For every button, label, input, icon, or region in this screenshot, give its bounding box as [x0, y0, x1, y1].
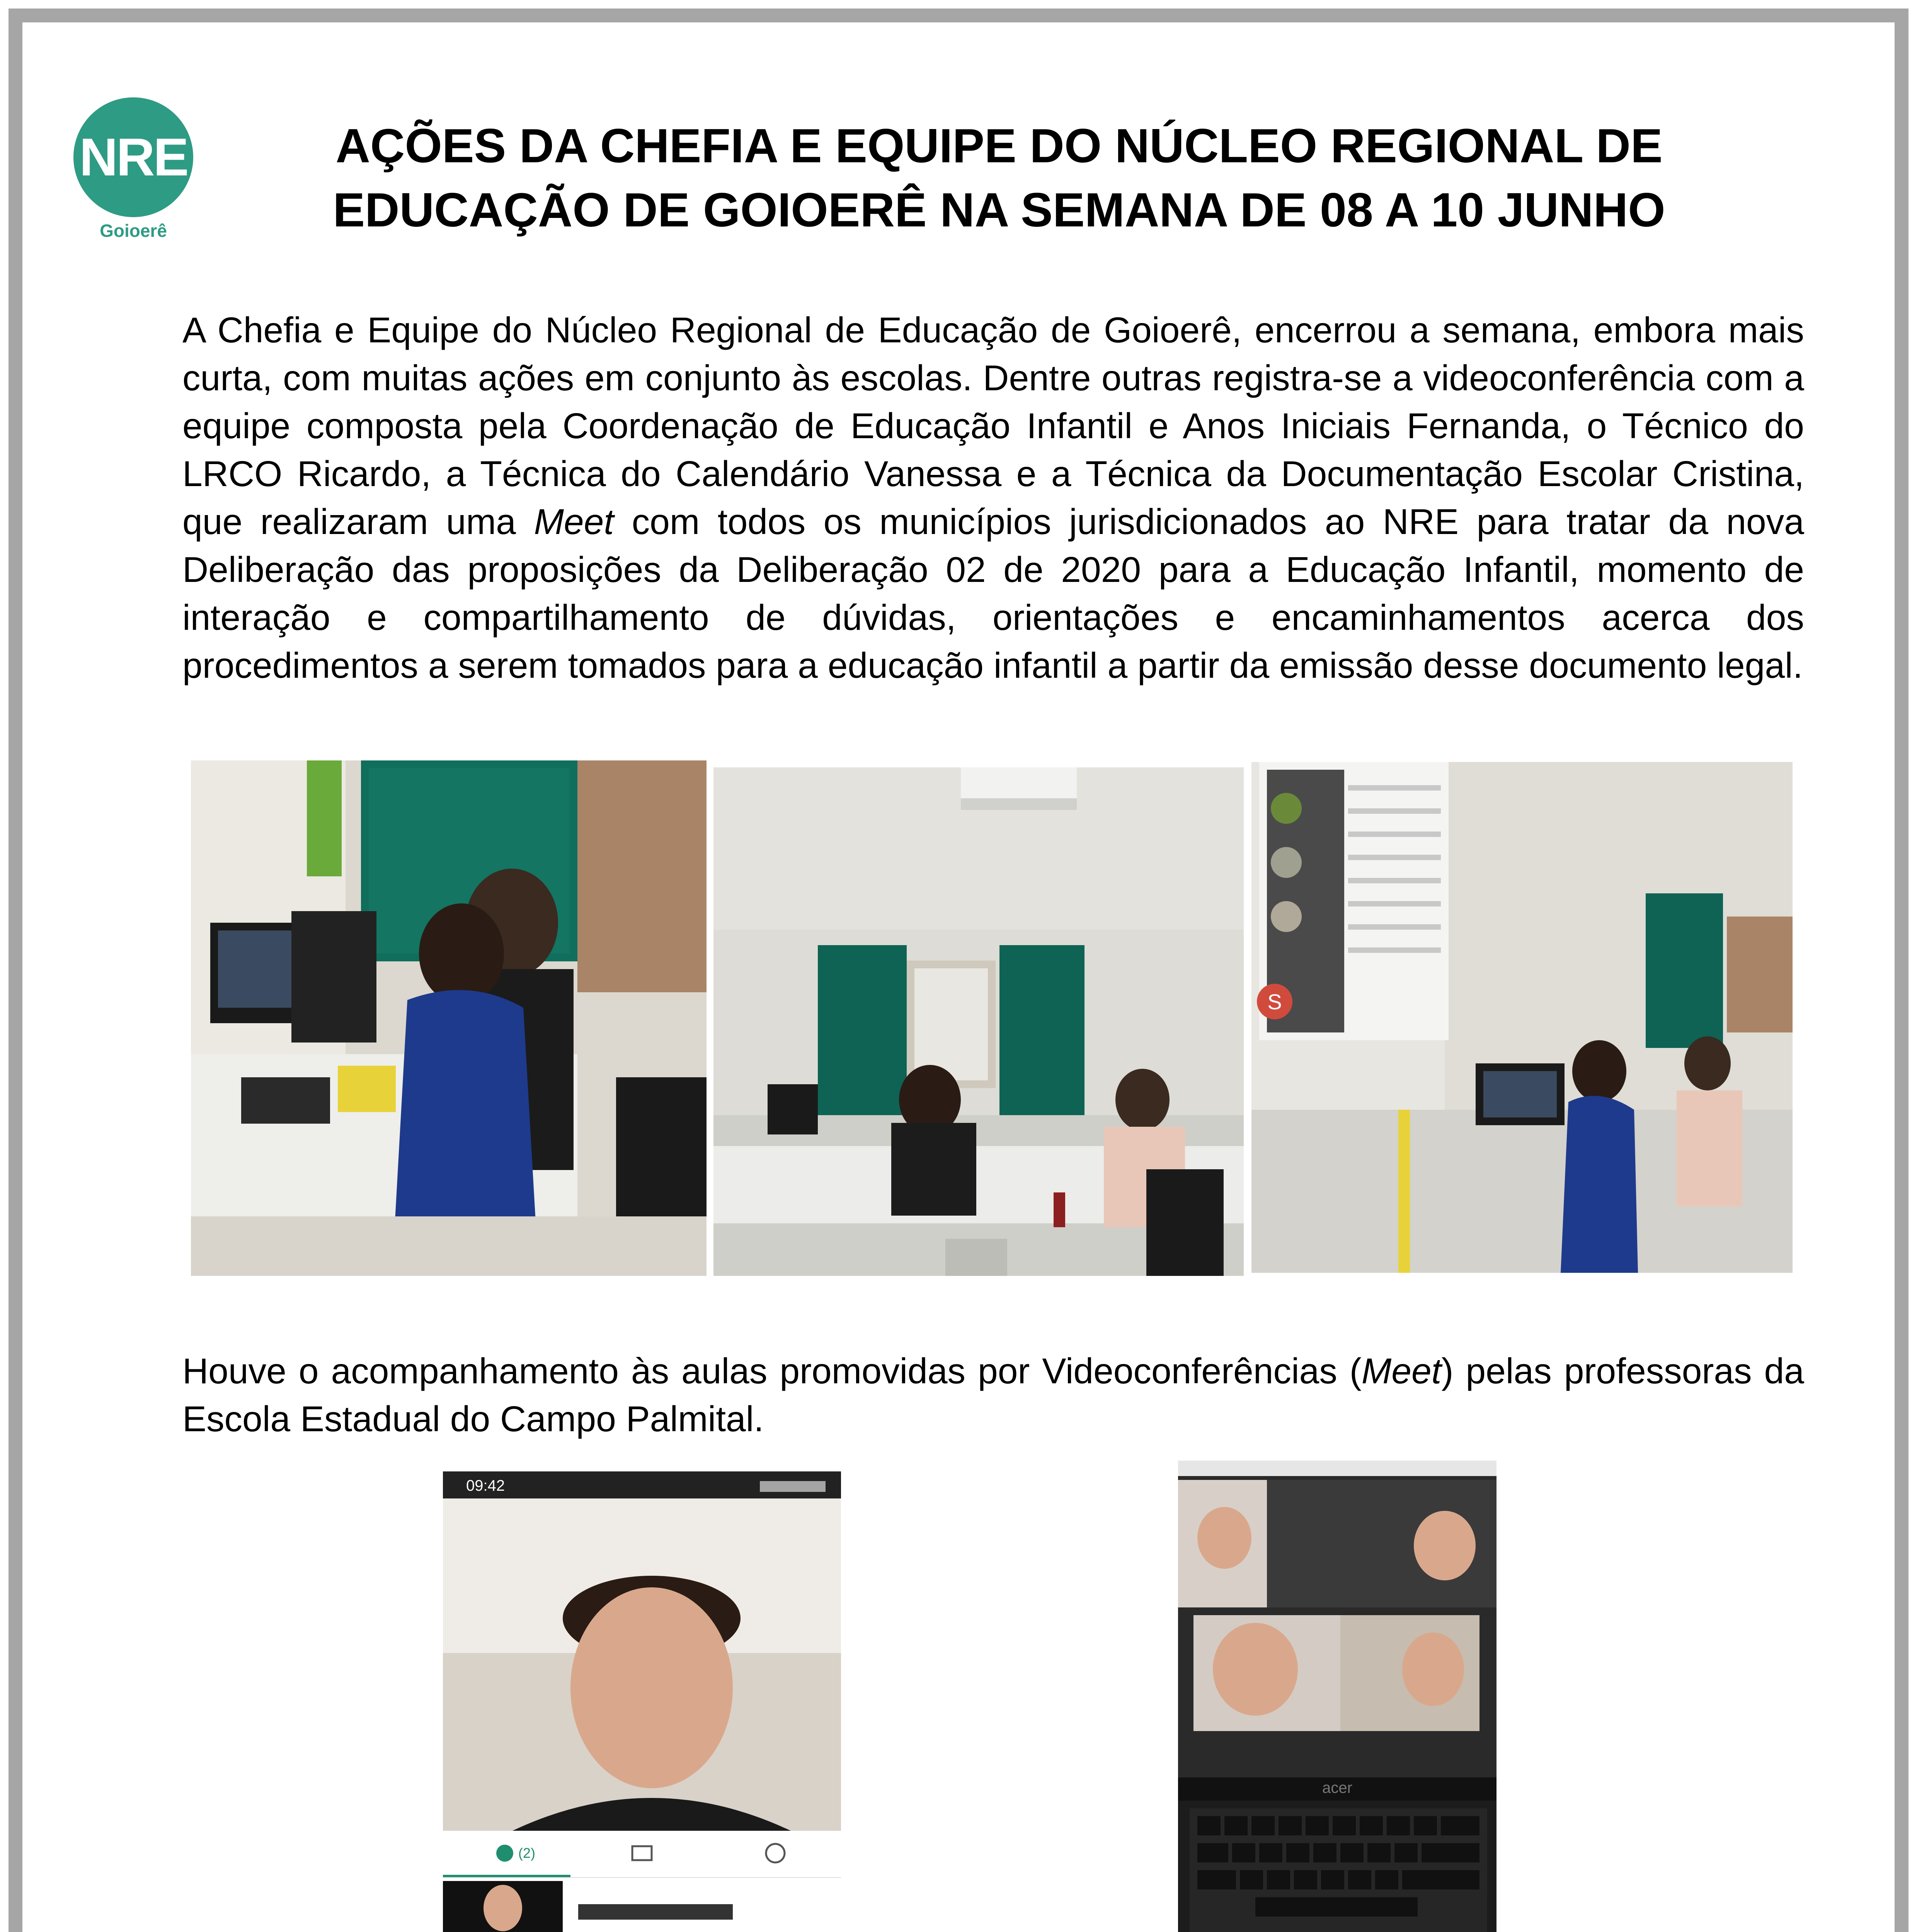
- photo-projection: [1251, 762, 1793, 1273]
- logo-city: Goioerê: [100, 221, 167, 241]
- paragraph-2-text-b: ) pelas professoras da Escola Estadual do Campo Palmital.: [182, 1351, 1804, 1439]
- participants-count: (2): [518, 1845, 535, 1861]
- paragraph-1: [182, 306, 1804, 689]
- paragraph-1-text-a: A Chefia e Equipe do Núcleo Regional de Educação de Goioerê, encerrou a semana, embora mais curta, com muitas ações em conjunto às escolas. Dentre outras registra-se a videoconferência com a equipe composta pela Coordenação de Educação Infantil e Anos Iniciais Fernanda, o Técnico do LRCO Ricardo, a Técnica do Calendário Vanessa e a Técnica da Documentação Escolar Cristina, que realizaram uma: [182, 310, 1804, 542]
- paragraph-2-text-a: Houve o acompanhamento às aulas promovidas por Videoconferências (: [182, 1351, 1362, 1391]
- title-line-2: EDUCAÇÃO DE GOIOERÊ NA SEMANA DE 08 A 10 JUNHO: [333, 184, 1665, 237]
- nre-logo: [70, 97, 197, 244]
- paragraph-2: [182, 1347, 1804, 1443]
- page-title: [216, 114, 1782, 242]
- people-icon: [496, 1845, 513, 1862]
- status-time: 09:42: [466, 1477, 505, 1494]
- screen-avatar-letter: S: [1267, 990, 1282, 1014]
- photo-laptop-meet: [1178, 1461, 1496, 1932]
- paragraph-1-meet: Meet: [534, 502, 614, 542]
- paragraph-2-meet: Meet: [1361, 1351, 1442, 1391]
- paragraph-1-text-b: com todos os municípios jurisdicionados ao NRE para tratar da nova Deliberação das proposições da Deliberação 02 de 2020 para a Educação Infantil, momento de interação e compartilhamento de dúvidas, orientações e encaminhamentos acerca dos procedimentos a serem tomados para a educação infantil a partir da emissão desse documento legal.: [182, 502, 1804, 685]
- photo-phone-meet: [443, 1471, 841, 1932]
- logo-text: NRE: [79, 127, 187, 187]
- laptop-brand: acer: [1322, 1779, 1352, 1796]
- photo-meeting-room: [713, 767, 1244, 1276]
- logo-circle: [73, 97, 193, 217]
- photo-meeting-desk: [191, 760, 707, 1276]
- title-line-1: AÇÕES DA CHEFIA E EQUIPE DO NÚCLEO REGIONAL DE: [335, 119, 1663, 173]
